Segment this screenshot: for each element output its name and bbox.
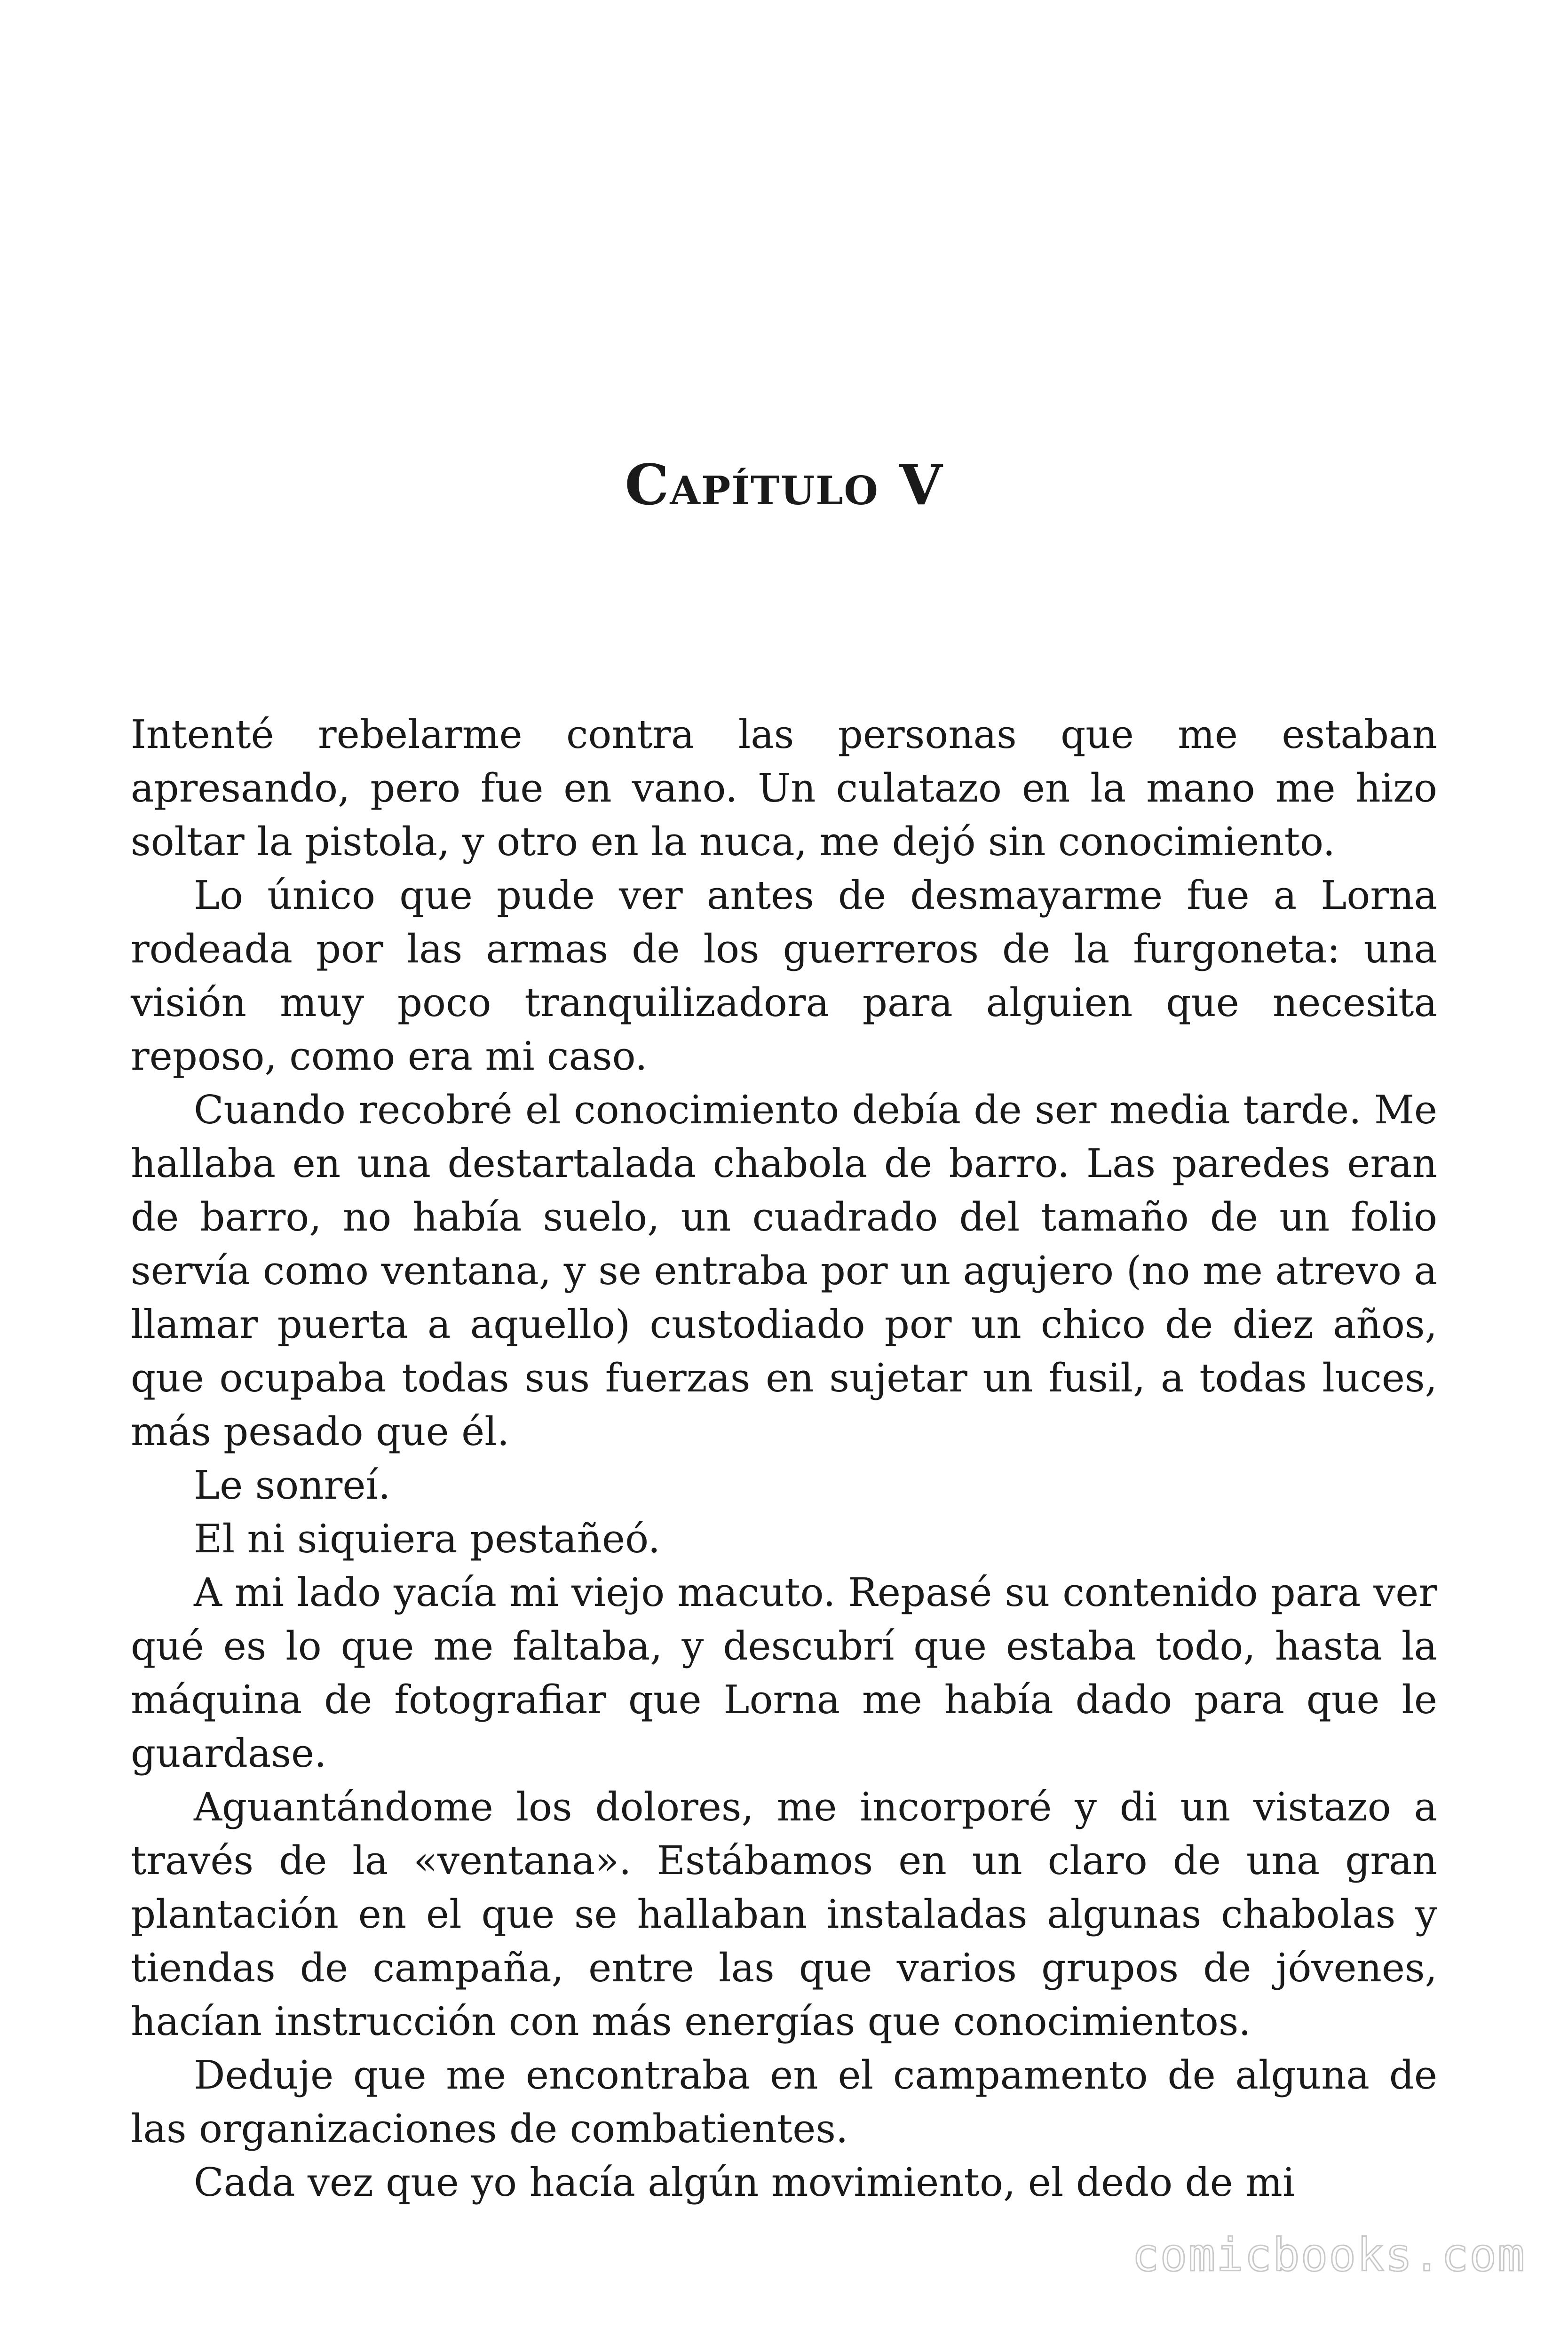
paragraph-1: Intenté rebelarme contra las personas que me estaban apresando, pero fue en vano. Un culatazo en la mano me hizo soltar la pistola, y otro en la nuca, me dejó sin conocimiento.	[131, 712, 1437, 865]
paragraph-5: El ni siquiera pestañeó.	[194, 1516, 660, 1562]
paragraph-8: Deduje que me encontraba en el campamento de alguna de las organizaciones de combatientes.	[131, 2052, 1437, 2152]
paragraph-7: Aguantándome los dolores, me incorporé y di un vistazo a través de la «ventana». Estábamos en un claro de una gran plantación en el que se hallaban instaladas algunas chabolas y tiendas de campaña, entre las que varios grupos de jóvenes, hacían instrucción con más energías que conocimientos.	[131, 1784, 1437, 2044]
chapter-body	[131, 708, 1437, 2209]
paragraph-9: Cada vez que yo hacía algún movimiento, el dedo de mi	[194, 2160, 1295, 2205]
chapter-title: Capítulo V	[625, 452, 943, 517]
paragraph-3: Cuando recobré el conocimiento debía de ser media tarde. Me hallaba en una destartalada chabola de barro. Las paredes eran de barro, no había suelo, un cuadrado del tamaño de un folio servía como ventana, y se entraba por un agujero (no me atrevo a llamar puerta a aquello) custodiado por un chico de diez años, que ocupaba todas sus fuerzas en sujetar un fusil, a todas luces, más pesado que él.	[131, 1087, 1437, 1454]
paragraph-6: A mi lado yacía mi viejo macuto. Repasé su contenido para ver qué es lo que me faltaba, y descubrí que estaba todo, hasta la máquina de fotografiar que Lorna me había dado para que le guardase.	[131, 1570, 1437, 1776]
paragraph-2: Lo único que pude ver antes de desmayarme fue a Lorna rodeada por las armas de los guerreros de la furgoneta: una visión muy poco tranquilizadora para alguien que necesita reposo, como era mi caso.	[131, 873, 1437, 1079]
paragraph-4: Le sonreí.	[194, 1462, 391, 1508]
watermark-logo: comicbooks.com	[1132, 2229, 1526, 2281]
